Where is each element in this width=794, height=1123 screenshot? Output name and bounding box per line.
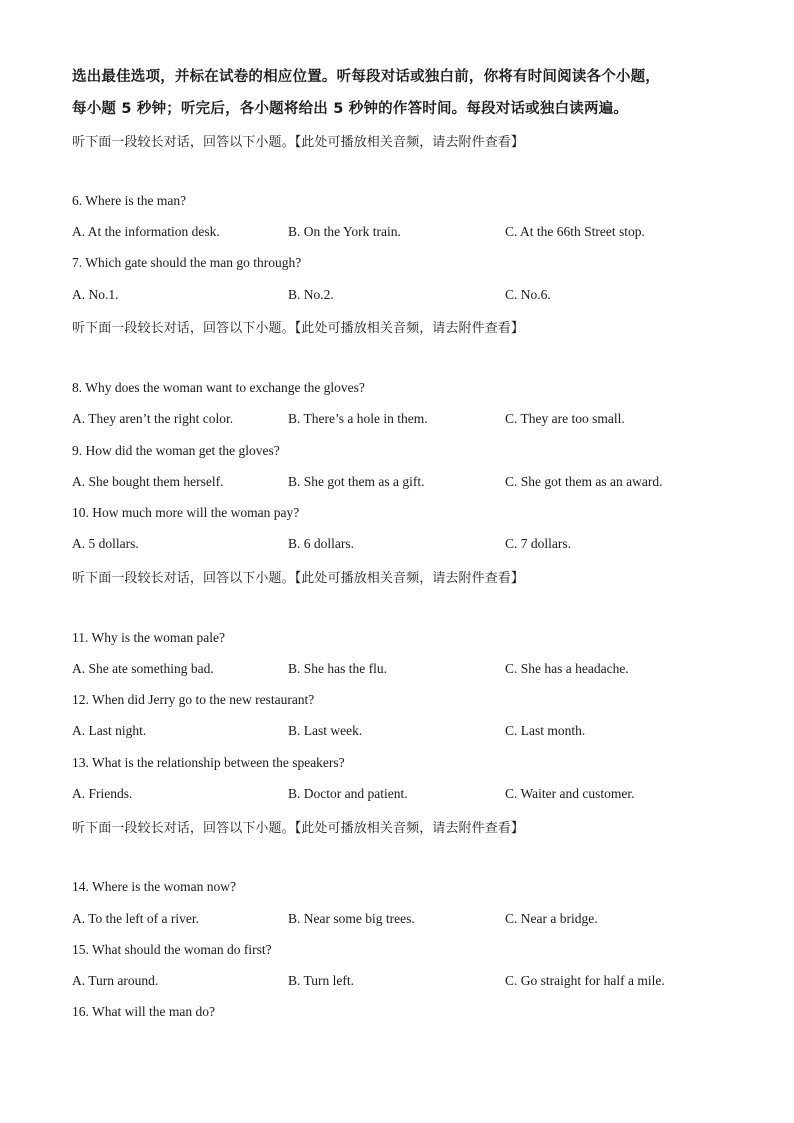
section-note: 听下面一段较长对话，回答以下小题。【此处可播放相关音频，请去附件查看】: [72, 571, 525, 586]
instructions-line-1: 选出最佳选项，并标在试卷的相应位置。听每段对话或独白前，你将有时间阅读各个小题，: [72, 69, 660, 85]
question-stem: 13. What is the relationship between the speakers?: [72, 755, 345, 770]
instructions: [72, 61, 722, 125]
option-b: B. There’s a hole in them.: [288, 411, 428, 426]
option-b: B. Last week.: [288, 723, 363, 738]
option-a: A. Turn around.: [72, 973, 159, 988]
question-stem: 9. How did the woman get the gloves?: [72, 443, 280, 458]
section-note: 听下面一段较长对话，回答以下小题。【此处可播放相关音频，请去附件查看】: [72, 321, 525, 336]
option-b: B. She got them as a gift.: [288, 474, 425, 489]
option-c: C. Last month.: [505, 723, 586, 738]
option-c: C. No.6.: [505, 287, 551, 302]
option-c: C. She has a headache.: [505, 661, 629, 676]
option-b: B. On the York train.: [288, 224, 401, 239]
option-c: C. They are too small.: [505, 411, 625, 426]
option-c: C. She got them as an award.: [505, 474, 663, 489]
question-stem: 11. Why is the woman pale?: [72, 630, 225, 645]
option-a: A. She ate something bad.: [72, 661, 214, 676]
option-a: A. No.1.: [72, 287, 119, 302]
option-a: A. She bought them herself.: [72, 474, 224, 489]
question-stem: 16. What will the man do?: [72, 1004, 215, 1019]
question-stem: 10. How much more will the woman pay?: [72, 505, 300, 520]
option-b: B. Turn left.: [288, 973, 355, 988]
option-a: A. Friends.: [72, 786, 133, 801]
option-a: A. 5 dollars.: [72, 536, 139, 551]
option-c: C. Go straight for half a mile.: [505, 973, 665, 988]
section-note: 听下面一段较长对话，回答以下小题。【此处可播放相关音频，请去附件查看】: [72, 821, 525, 836]
question-stem: 15. What should the woman do first?: [72, 942, 272, 957]
question-stem: 6. Where is the man?: [72, 193, 187, 208]
option-b: B. Near some big trees.: [288, 911, 415, 926]
option-c: C. Waiter and customer.: [505, 786, 635, 801]
instructions-line-2: 每小题 5 秒钟；听完后，各小题将给出 5 秒钟的作答时间。每段对话或独白读两遍。: [72, 101, 629, 117]
section-note: 听下面一段较长对话，回答以下小题。【此处可播放相关音频，请去附件查看】: [72, 135, 525, 150]
option-c: C. 7 dollars.: [505, 536, 571, 551]
option-a: A. Last night.: [72, 723, 147, 738]
option-a: A. At the information desk.: [72, 224, 220, 239]
option-b: B. 6 dollars.: [288, 536, 354, 551]
question-stem: 8. Why does the woman want to exchange the gloves?: [72, 380, 365, 395]
option-a: A. They aren’t the right color.: [72, 411, 234, 426]
option-c: C. Near a bridge.: [505, 911, 598, 926]
question-stem: 7. Which gate should the man go through?: [72, 255, 302, 270]
option-b: B. No.2.: [288, 287, 334, 302]
question-stem: 14. Where is the woman now?: [72, 879, 236, 894]
option-c: C. At the 66th Street stop.: [505, 224, 645, 239]
option-a: A. To the left of a river.: [72, 911, 200, 926]
option-b: B. Doctor and patient.: [288, 786, 408, 801]
option-b: B. She has the flu.: [288, 661, 387, 676]
question-stem: 12. When did Jerry go to the new restaurant?: [72, 692, 315, 707]
